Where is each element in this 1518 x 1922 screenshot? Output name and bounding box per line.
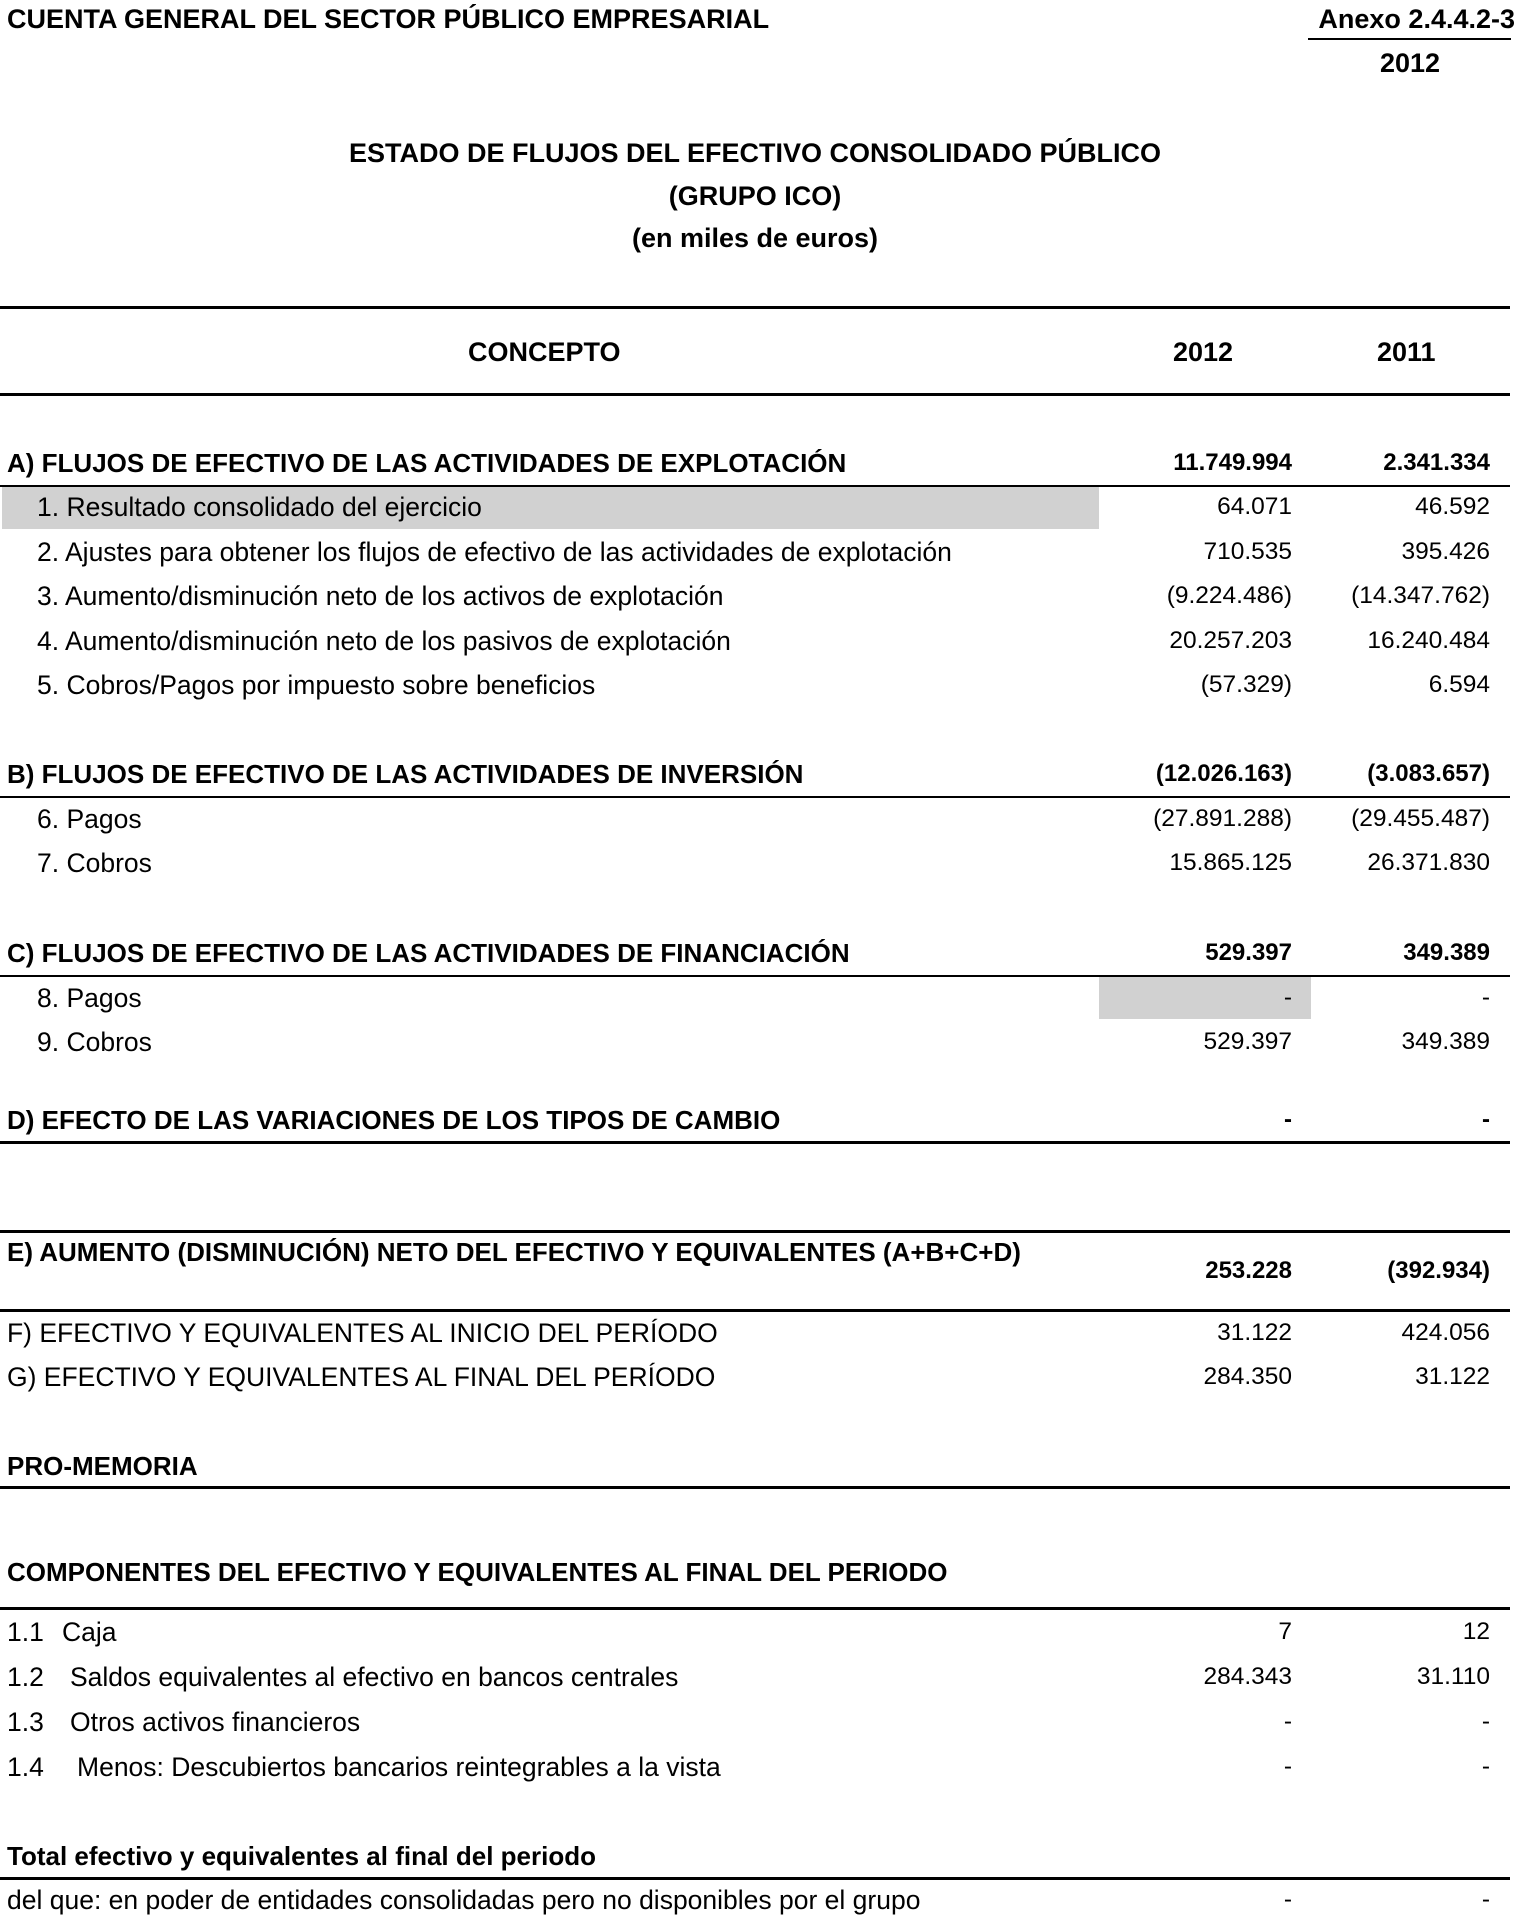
section-d-rule — [0, 1141, 1510, 1144]
item-number: 1.4 — [7, 1752, 44, 1782]
section-d-2011: - — [1482, 1106, 1490, 1133]
row-label: 3. Aumento/disminución neto de los activos de explotación — [37, 581, 724, 611]
section-e-2012: 253.228 — [1205, 1257, 1292, 1284]
row-value-2012: (9.224.486) — [1166, 582, 1292, 609]
section-d-row — [0, 1098, 1510, 1142]
annex-label: Anexo 2.4.4.2-3 — [1318, 4, 1515, 34]
section-e-label: E) AUMENTO (DISMINUCIÓN) NETO DEL EFECTIVO Y EQUIVALENTES (A+B+C+D) — [7, 1237, 1021, 1267]
held-row — [0, 1878, 1510, 1922]
item-value-2012: 284.343 — [1203, 1663, 1292, 1690]
annex-underline — [1308, 38, 1511, 40]
item-number: 1.2 — [7, 1662, 44, 1692]
list-item — [0, 1745, 1510, 1789]
row-value-2011: 6.594 — [1428, 671, 1490, 698]
item-value-2011: 31.110 — [1416, 1663, 1490, 1690]
row-label: 8. Pagos — [37, 983, 142, 1013]
section-g-2012: 284.350 — [1203, 1363, 1292, 1390]
row-label: 4. Aumento/disminución neto de los pasivos de explotación — [37, 626, 731, 656]
row-value-2011: 349.389 — [1401, 1028, 1490, 1055]
row-value-2011: 16.240.484 — [1367, 627, 1490, 654]
section-c-row — [0, 931, 1510, 975]
row-value-2012: (27.891.288) — [1153, 805, 1292, 832]
section-f-2011: 424.056 — [1401, 1319, 1490, 1346]
table-row — [0, 619, 1510, 663]
table-row — [0, 797, 1510, 841]
row-label: 5. Cobros/Pagos por impuesto sobre beneficios — [37, 670, 596, 700]
row-label: 1. Resultado consolidado del ejercicio — [37, 492, 482, 522]
row-value-2011: (14.347.762) — [1351, 582, 1490, 609]
total-label: Total efectivo y equivalentes al final del periodo — [7, 1841, 596, 1871]
table-row — [0, 1020, 1510, 1064]
section-a-row — [0, 441, 1510, 485]
statement-units: (en miles de euros) — [631, 223, 879, 253]
section-c-label: C) FLUJOS DE EFECTIVO DE LAS ACTIVIDADES DE FINANCIACIÓN — [7, 938, 850, 968]
pro-memoria-rule — [0, 1486, 1510, 1489]
item-value-2012: - — [1283, 1708, 1292, 1735]
statement-title: ESTADO DE FLUJOS DEL EFECTIVO CONSOLIDADO PÚBLICO — [348, 138, 1162, 168]
list-item — [0, 1655, 1510, 1699]
item-value-2011: - — [1481, 1708, 1490, 1735]
item-number: 1.1 — [7, 1617, 44, 1647]
row-value-2012: 529.397 — [1203, 1028, 1292, 1055]
section-c-2011: 349.389 — [1403, 939, 1490, 966]
row-value-2012: 15.865.125 — [1169, 849, 1292, 876]
section-e-2011: (392.934) — [1387, 1257, 1490, 1284]
table-row — [0, 574, 1510, 618]
table-row — [0, 976, 1510, 1020]
section-e-row — [0, 1249, 1510, 1293]
list-item — [0, 1700, 1510, 1744]
section-d-2012: - — [1284, 1106, 1292, 1133]
section-a-2011: 2.341.334 — [1383, 449, 1490, 476]
item-label: Caja — [62, 1617, 117, 1647]
section-d-label: D) EFECTO DE LAS VARIACIONES DE LOS TIPOS DE CAMBIO — [7, 1105, 781, 1135]
pro-memoria-label: PRO-MEMORIA — [7, 1451, 198, 1481]
item-label: Otros activos financieros — [70, 1707, 361, 1737]
table-row — [0, 530, 1510, 574]
row-value-2011: (29.455.487) — [1351, 805, 1490, 832]
column-header-2011: 2011 — [1377, 337, 1436, 367]
pro-memoria-row — [0, 1444, 1510, 1488]
row-label: 7. Cobros — [37, 848, 152, 878]
held-value-2012: - — [1283, 1886, 1292, 1913]
section-b-2011: (3.083.657) — [1367, 760, 1490, 787]
row-label: 2. Ajustes para obtener los flujos de efectivo de las actividades de explotación — [37, 537, 952, 567]
item-number: 1.3 — [7, 1707, 44, 1737]
section-g-row — [0, 1355, 1510, 1399]
held-label: del que: en poder de entidades consolidadas pero no disponibles por el grupo — [7, 1885, 921, 1915]
row-label: 9. Cobros — [37, 1027, 152, 1057]
table-row — [0, 841, 1510, 885]
row-value-2011: 26.371.830 — [1367, 849, 1490, 876]
section-f-2012: 31.122 — [1217, 1319, 1292, 1346]
section-a-label: A) FLUJOS DE EFECTIVO DE LAS ACTIVIDADES DE EXPLOTACIÓN — [7, 448, 847, 478]
section-c-2012: 529.397 — [1205, 939, 1292, 966]
row-value-2012: 64.071 — [1217, 493, 1292, 520]
column-header-concept: CONCEPTO — [468, 337, 621, 367]
section-f-label: F) EFECTIVO Y EQUIVALENTES AL INICIO DEL PERÍODO — [7, 1318, 718, 1348]
report-title: CUENTA GENERAL DEL SECTOR PÚBLICO EMPRESARIAL — [7, 4, 770, 34]
held-value-2011: - — [1481, 1886, 1490, 1913]
item-label: Menos: Descubiertos bancarios reintegrables a la vista — [77, 1752, 721, 1782]
column-header-2012: 2012 — [1173, 337, 1234, 367]
item-value-2012: 7 — [1278, 1618, 1292, 1645]
row-value-2012: 710.535 — [1203, 538, 1292, 565]
section-f-row — [0, 1311, 1510, 1355]
row-value-2012: - — [1283, 984, 1292, 1011]
header-bottom-rule — [0, 393, 1510, 396]
row-value-2011: - — [1481, 984, 1490, 1011]
item-value-2011: - — [1481, 1753, 1490, 1780]
row-value-2012: (57.329) — [1200, 671, 1292, 698]
components-label: COMPONENTES DEL EFECTIVO Y EQUIVALENTES AL FINAL DEL PERIODO — [7, 1557, 948, 1587]
table-top-rule — [0, 306, 1510, 309]
section-g-label: G) EFECTIVO Y EQUIVALENTES AL FINAL DEL PERÍODO — [7, 1362, 716, 1392]
item-value-2012: - — [1283, 1753, 1292, 1780]
section-a-2012: 11.749.994 — [1173, 449, 1292, 476]
row-value-2011: 46.592 — [1415, 493, 1490, 520]
item-value-2011: 12 — [1462, 1618, 1490, 1645]
row-value-2011: 395.426 — [1401, 538, 1490, 565]
section-b-2012: (12.026.163) — [1155, 760, 1292, 787]
row-label: 6. Pagos — [37, 804, 142, 834]
statement-subtitle: (GRUPO ICO) — [668, 181, 842, 211]
components-row — [0, 1550, 1510, 1594]
section-b-row — [0, 752, 1510, 796]
table-row — [0, 485, 1510, 529]
row-value-2012: 20.257.203 — [1169, 627, 1292, 654]
section-b-label: B) FLUJOS DE EFECTIVO DE LAS ACTIVIDADES DE INVERSIÓN — [7, 759, 804, 789]
section-g-2011: 31.122 — [1415, 1363, 1490, 1390]
total-row — [0, 1834, 1510, 1878]
table-row — [0, 663, 1510, 707]
list-item — [0, 1610, 1510, 1654]
item-label: Saldos equivalentes al efectivo en bancos centrales — [70, 1662, 679, 1692]
report-year: 2012 — [1380, 48, 1441, 78]
